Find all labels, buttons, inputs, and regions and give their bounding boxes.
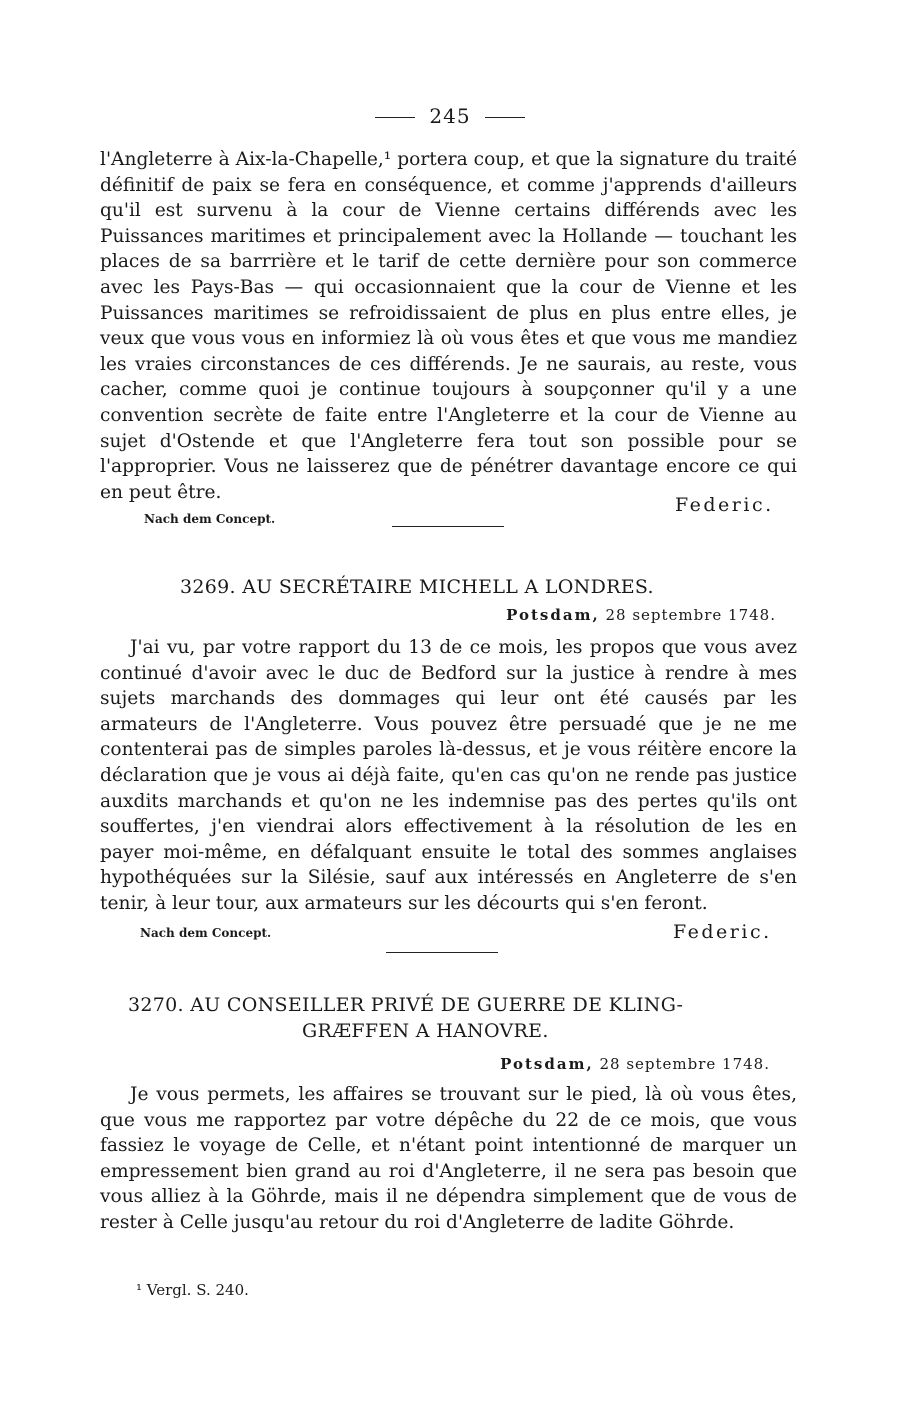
- signature: Federic.: [675, 494, 774, 516]
- letter-text: J'ai vu, par votre rapport du 13 de ce mois, les propos que vous avez continué d'avoir avec le duc de Bedford sur la justice à rendre à mes sujets marchands des dommages qui leur ont été causés par les armateurs de l'Angleterre. Vous pouvez être persuadé que je ne me contenterai pas de simples paroles là-dessus, et je vous réitère encore la déclaration que je vous ai déjà faite, qu'en cas qu'on ne rende pas justice auxdits marchands et qu'on ne les indemnise pas des pertes qu'ils ont souffertes, j'en viendrai alors effectivement à la résolution de les en payer moi-même, en défalquant ensuite le total des sommes anglaises hypothéquées sur la Silésie, sauf aux intéressés en Angleterre de s'en tenir, à leur tour, aux armateurs sur les décourts qui s'en feront.: [100, 637, 797, 914]
- dash-left: [375, 117, 415, 118]
- dateline-date: 28 septembre 1748.: [599, 1055, 770, 1073]
- signature: Federic.: [673, 921, 772, 943]
- document-page: [100, 0, 800, 1404]
- dateline: [500, 1055, 770, 1073]
- letter-paragraph: [100, 635, 797, 917]
- letter-heading-line2: GRÆFFEN A HANOVRE.: [302, 1020, 549, 1042]
- source-note: Nach dem Concept.: [144, 512, 276, 526]
- section-rule: [392, 526, 504, 527]
- dateline-place: Potsdam,: [500, 1055, 594, 1073]
- section-rule: [386, 952, 498, 953]
- dateline: [506, 606, 776, 624]
- letter-heading: 3269. AU SECRÉTAIRE MICHELL A LONDRES.: [180, 576, 654, 598]
- footnote: ¹ Vergl. S. 240.: [136, 1281, 249, 1299]
- page-number: 245: [429, 104, 471, 128]
- letter-paragraph: [100, 1082, 797, 1236]
- dateline-date: 28 septembre 1748.: [605, 606, 776, 624]
- dateline-place: Potsdam,: [506, 606, 600, 624]
- letter-text: Je vous permets, les affaires se trouvant sur le pied, là où vous êtes, que vous me rapportez par votre dépêche du 22 de ce mois, que vous fassiez le voyage de Celle, et n'étant point intentionné de marquer un empressement bien grand au roi d'Angleterre, il ne sera pas besoin que vous alliez à la Göhrde, mais il ne dépendra simplement que de vous de rester à Celle jusqu'au retour du roi d'Angleterre de ladite Göhrde.: [100, 1084, 797, 1233]
- page-number-line: [100, 104, 800, 128]
- intro-paragraph: l'Angleterre à Aix-la-Chapelle,¹ portera coup, et que la signature du traité définitif de paix se fera en conséquence, et comme j'apprends d'ailleurs qu'il est survenu à la cour de Vienne certains différends avec les Puissances maritimes et principalement avec la Hollande — touchant les places de sa barrrière et le tarif de cette dernière pour son commerce avec les Pays-Bas — qui occasionnaient que la cour de Vienne et les Puissances maritimes se refroidissaient de plus en plus entre elles, je veux que vous vous en informiez là où vous êtes et que vous me mandiez les vraies circonstances de ces différends. Je ne saurais, au reste, vous cacher, comme quoi je continue toujours à soupçonner qu'il y a une convention secrète de faite entre l'Angleterre et la cour de Vienne au sujet d'Ostende et que l'Angleterre fera tout son possible pour se l'approprier. Vous ne laisserez que de pénétrer davantage encore ce qui en peut être.: [100, 149, 797, 503]
- source-note: Nach dem Concept.: [140, 926, 272, 940]
- letter-heading-line1: 3270. AU CONSEILLER PRIVÉ DE GUERRE DE KLING-: [128, 994, 684, 1016]
- dash-right: [485, 117, 525, 118]
